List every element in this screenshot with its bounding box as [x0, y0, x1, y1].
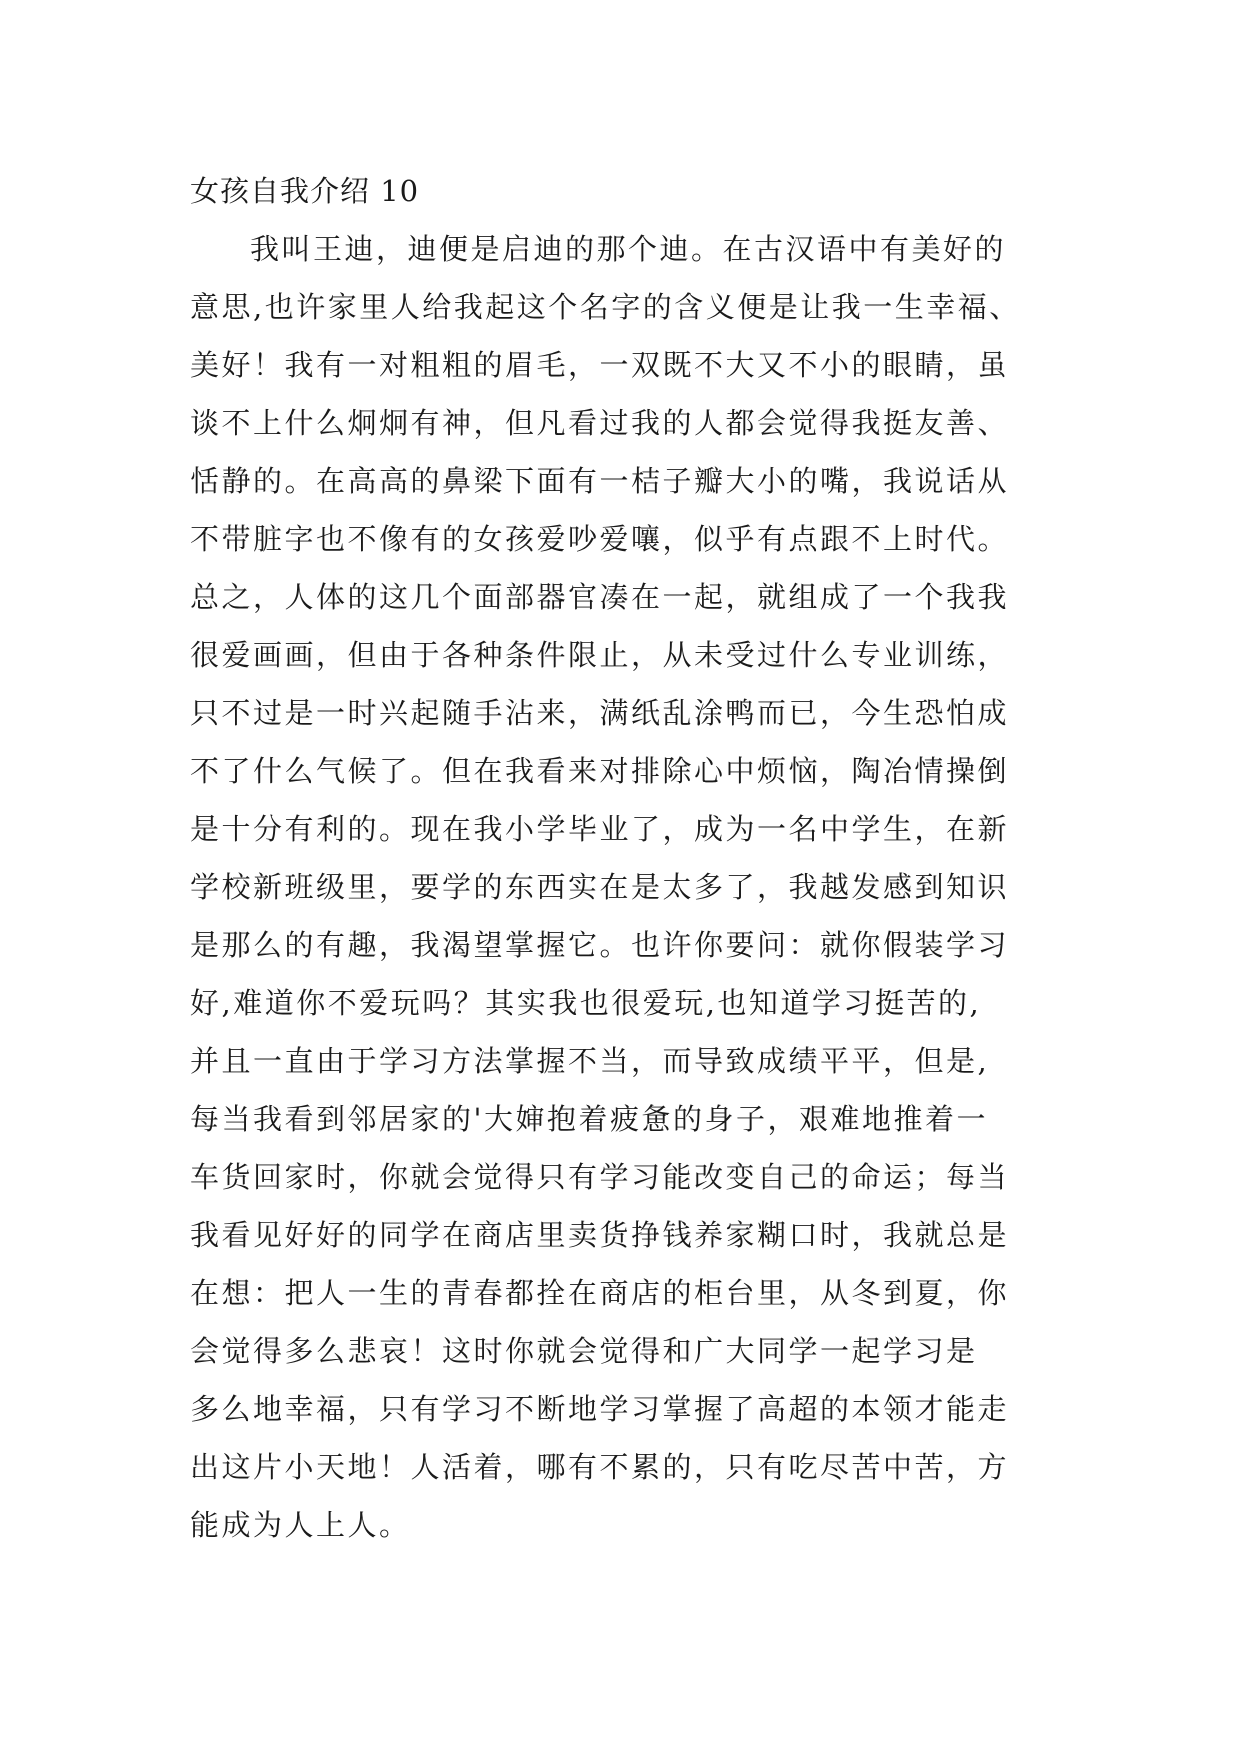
paragraph-line: 谈不上什么炯炯有神，但凡看过我的人都会觉得我挺友善、: [190, 406, 1010, 440]
paragraph-line: 学校新班级里，要学的东西实在是太多了，我越发感到知识: [190, 870, 1010, 904]
paragraph-line: 我看见好好的同学在商店里卖货挣钱养家糊口时，我就总是: [190, 1218, 1010, 1252]
paragraph-line: 车货回家时，你就会觉得只有学习能改变自己的命运；每当: [190, 1160, 1010, 1194]
paragraph-line: 很爱画画，但由于各种条件限止，从未受过什么专业训练，: [190, 638, 1010, 672]
paragraph-line: 美好！我有一对粗粗的眉毛，一双既不大又不小的眼睛，虽: [190, 348, 1010, 382]
paragraph-line: 只不过是一时兴起随手沾来，满纸乱涂鸭而已，今生恐怕成: [190, 696, 1010, 730]
paragraph-line: 是那么的有趣，我渴望掌握它。也许你要问：就你假装学习: [190, 928, 1010, 962]
paragraph-line: 不带脏字也不像有的女孩爱吵爱嚷，似乎有点跟不上时代。: [190, 522, 1010, 556]
paragraph-line: 并且一直由于学习方法掌握不当，而导致成绩平平，但是,: [190, 1044, 990, 1078]
paragraph-line: 能成为人上人。: [190, 1508, 411, 1542]
paragraph-line: 是十分有利的。现在我小学毕业了，成为一名中学生，在新: [190, 812, 1010, 846]
paragraph-line: 好,难道你不爱玩吗？其实我也很爱玩,也知道学习挺苦的,: [190, 986, 982, 1020]
paragraph-line: 在想：把人一生的青春都拴在商店的柜台里，从冬到夏，你: [190, 1276, 1010, 1310]
paragraph-line: 恬静的。在高高的鼻梁下面有一桔子瓣大小的嘴，我说话从: [190, 464, 1010, 498]
document-title: 女孩自我介绍 10: [190, 174, 420, 208]
paragraph-line: 不了什么气候了。但在我看来对排除心中烦恼，陶冶情操倒: [190, 754, 1010, 788]
paragraph-line: 意思,也许家里人给我起这个名字的含义便是让我一生幸福、: [190, 290, 1021, 324]
paragraph-line: 总之，人体的这几个面部器官凑在一起，就组成了一个我我: [190, 580, 1010, 614]
document-body: [190, 162, 1070, 1554]
paragraph-line: 多么地幸福，只有学习不断地学习掌握了高超的本领才能走: [190, 1392, 1010, 1426]
paragraph-line: 我叫王迪，迪便是启迪的那个迪。在古汉语中有美好的: [250, 232, 1007, 266]
paragraph-line: 每当我看到邻居家的'大婶抱着疲惫的身子，艰难地推着一: [190, 1102, 988, 1136]
paragraph-line: 会觉得多么悲哀！这时你就会觉得和广大同学一起学习是: [190, 1334, 978, 1368]
paragraph-line: 出这片小天地！人活着，哪有不累的，只有吃尽苦中苦，方: [190, 1450, 1010, 1484]
